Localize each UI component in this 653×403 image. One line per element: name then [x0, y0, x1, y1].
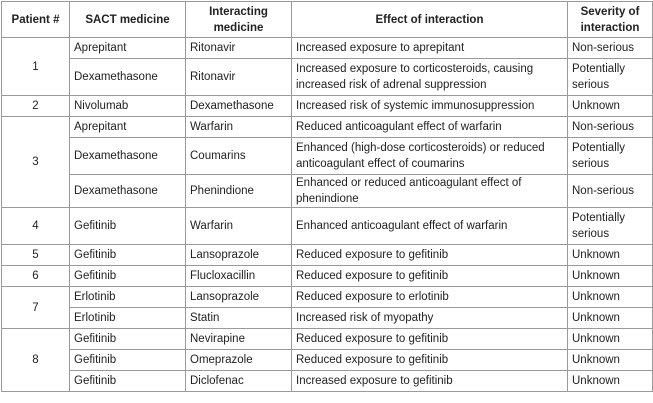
- sact-medicine-cell: Dexamethasone: [70, 59, 186, 96]
- severity-cell: Non-serious: [568, 175, 653, 208]
- table-row: [2, 138, 653, 175]
- patient-number-cell: 7: [2, 287, 70, 329]
- severity-cell: Unknown: [568, 329, 653, 350]
- effect-cell: Increased risk of myopathy: [292, 308, 568, 329]
- effect-cell: Reduced anticoagulant effect of warfarin: [292, 117, 568, 138]
- effect-cell: Increased risk of systemic immunosuppression: [292, 96, 568, 117]
- table-row: [2, 329, 653, 350]
- effect-cell: Reduced exposure to erlotinib: [292, 287, 568, 308]
- severity-cell: Unknown: [568, 350, 653, 371]
- sact-medicine-cell: Erlotinib: [70, 308, 186, 329]
- effect-cell: Increased exposure to aprepitant: [292, 38, 568, 59]
- effect-cell: Enhanced anticoagulant effect of warfarin: [292, 208, 568, 245]
- header-sact-medicine: SACT medicine: [70, 2, 186, 38]
- interacting-medicine-cell: Phenindione: [186, 175, 292, 208]
- patient-number-cell: 5: [2, 245, 70, 266]
- table-row: [2, 175, 653, 208]
- sact-medicine-cell: Gefitinib: [70, 208, 186, 245]
- table-row: [2, 287, 653, 308]
- interacting-medicine-cell: Diclofenac: [186, 371, 292, 392]
- interacting-medicine-cell: Flucloxacillin: [186, 266, 292, 287]
- table-row: [2, 59, 653, 96]
- table-row: [2, 245, 653, 266]
- interacting-medicine-cell: Ritonavir: [186, 38, 292, 59]
- effect-cell: Increased exposure to gefitinib: [292, 371, 568, 392]
- sact-medicine-cell: Gefitinib: [70, 371, 186, 392]
- table-row: [2, 117, 653, 138]
- sact-medicine-cell: Gefitinib: [70, 266, 186, 287]
- sact-medicine-cell: Gefitinib: [70, 245, 186, 266]
- effect-cell: Reduced exposure to gefitinib: [292, 329, 568, 350]
- effect-cell: Increased exposure to corticosteroids, causing increased risk of adrenal suppression: [292, 59, 568, 96]
- interacting-medicine-cell: Omeprazole: [186, 350, 292, 371]
- effect-cell: Enhanced or reduced anticoagulant effect of phenindione: [292, 175, 568, 208]
- patient-number-cell: 6: [2, 266, 70, 287]
- interactions-table: [1, 1, 653, 392]
- interacting-medicine-cell: Warfarin: [186, 117, 292, 138]
- sact-medicine-cell: Dexamethasone: [70, 175, 186, 208]
- interacting-medicine-cell: Warfarin: [186, 208, 292, 245]
- severity-cell: Unknown: [568, 96, 653, 117]
- effect-cell: Reduced exposure to gefitinib: [292, 350, 568, 371]
- table-row: [2, 38, 653, 59]
- table-row: [2, 208, 653, 245]
- sact-medicine-cell: Aprepitant: [70, 117, 186, 138]
- table-row: [2, 308, 653, 329]
- interacting-medicine-cell: Lansoprazole: [186, 287, 292, 308]
- header-effect: Effect of interaction: [292, 2, 568, 38]
- table-row: [2, 266, 653, 287]
- interacting-medicine-cell: Statin: [186, 308, 292, 329]
- severity-cell: Unknown: [568, 308, 653, 329]
- patient-number-cell: 4: [2, 208, 70, 245]
- patient-number-cell: 3: [2, 117, 70, 208]
- sact-medicine-cell: Gefitinib: [70, 329, 186, 350]
- interacting-medicine-cell: Ritonavir: [186, 59, 292, 96]
- header-severity: Severity of interaction: [568, 2, 653, 38]
- sact-medicine-cell: Aprepitant: [70, 38, 186, 59]
- severity-cell: Unknown: [568, 371, 653, 392]
- effect-cell: Enhanced (high-dose corticosteroids) or reduced anticoagulant effect of coumarins: [292, 138, 568, 175]
- patient-number-cell: 8: [2, 329, 70, 392]
- interacting-medicine-cell: Dexamethasone: [186, 96, 292, 117]
- effect-cell: Reduced exposure to gefitinib: [292, 266, 568, 287]
- severity-cell: Unknown: [568, 287, 653, 308]
- interacting-medicine-cell: Coumarins: [186, 138, 292, 175]
- sact-medicine-cell: Gefitinib: [70, 350, 186, 371]
- patient-number-cell: 2: [2, 96, 70, 117]
- effect-cell: Reduced exposure to gefitinib: [292, 245, 568, 266]
- severity-cell: Non-serious: [568, 117, 653, 138]
- severity-cell: Unknown: [568, 266, 653, 287]
- table-body: [2, 38, 653, 392]
- severity-cell: Potentially serious: [568, 59, 653, 96]
- patient-number-cell: 1: [2, 38, 70, 96]
- severity-cell: Non-serious: [568, 38, 653, 59]
- table-row: [2, 371, 653, 392]
- header-row: [2, 2, 653, 38]
- severity-cell: Unknown: [568, 245, 653, 266]
- sact-medicine-cell: Dexamethasone: [70, 138, 186, 175]
- sact-medicine-cell: Erlotinib: [70, 287, 186, 308]
- header-patient: Patient #: [2, 2, 70, 38]
- sact-medicine-cell: Nivolumab: [70, 96, 186, 117]
- table-row: [2, 96, 653, 117]
- severity-cell: Potentially serious: [568, 138, 653, 175]
- interacting-medicine-cell: Nevirapine: [186, 329, 292, 350]
- severity-cell: Potentially serious: [568, 208, 653, 245]
- table-row: [2, 350, 653, 371]
- interacting-medicine-cell: Lansoprazole: [186, 245, 292, 266]
- header-interacting-medicine: Interacting medicine: [186, 2, 292, 38]
